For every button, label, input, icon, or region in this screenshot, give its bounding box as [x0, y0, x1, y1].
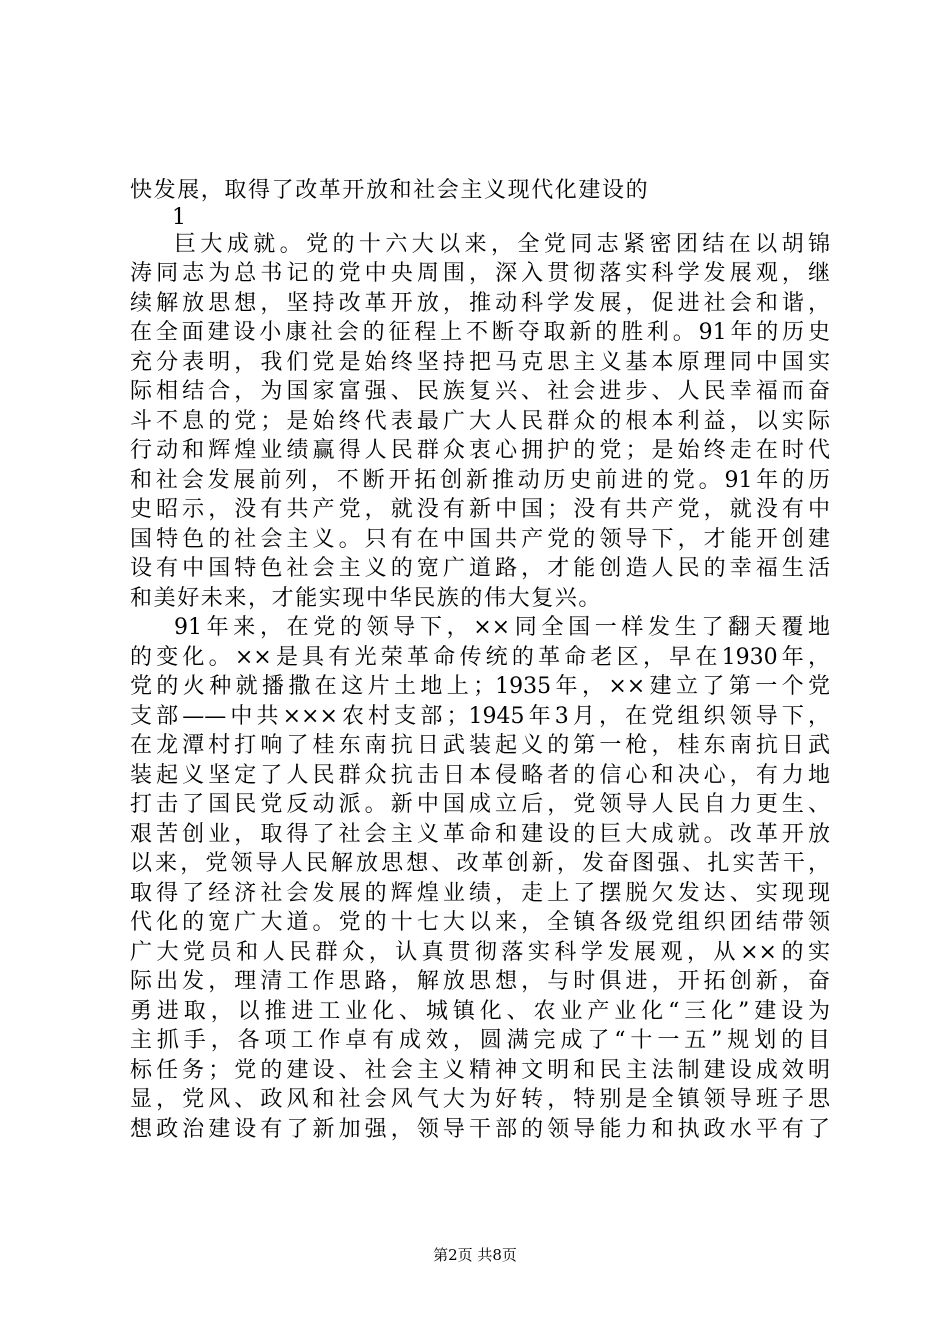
paragraph-line: 国特色的社会主义。只有在中国共产党的领导下，才能开创建	[130, 526, 830, 552]
paragraph-line: 勇进取，以推进工业化、城镇化、农业产业化“三化”建设为	[130, 998, 830, 1024]
page-footer	[0, 1244, 950, 1265]
paragraph-line: 装起义坚定了人民群众抗击日本侵略者的信心和决心，有力地	[130, 762, 830, 788]
paragraph-line: 党的火种就播撒在这片土地上；1935年，××建立了第一个党	[130, 674, 830, 699]
paragraph-line: 打击了国民党反动派。新中国成立后，党领导人民自力更生、	[130, 792, 830, 817]
paragraph-line: 标任务；党的建设、社会主义精神文明和民主法制建设成效明	[130, 1057, 830, 1083]
paragraph-line: 以来，党领导人民解放思想、改革创新，发奋图强、扎实苦干，	[130, 851, 830, 876]
paragraph-line: 想政治建设有了新加强，领导干部的领导能力和执政水平有了	[130, 1116, 830, 1142]
paragraph-line: 显，党风、政风和社会风气大为好转，特别是全镇领导班子思	[130, 1087, 830, 1112]
paragraph-line: 续解放思想，坚持改革开放，推动科学发展，促进社会和谐，	[130, 290, 830, 316]
paragraph-2	[130, 613, 830, 1144]
paragraph-line: 的变化。××是具有光荣革命传统的革命老区，早在1930年，	[130, 644, 830, 670]
footnote-marker: 1	[172, 204, 186, 230]
paragraph-line: 和社会发展前列，不断开拓创新推动历史前进的党。91年的历	[130, 467, 830, 493]
lead-line: 快发展，取得了改革开放和社会主义现代化建设的	[130, 178, 650, 203]
paragraph-line: 和美好未来，才能实现中华民族的伟大复兴。	[130, 585, 603, 611]
paragraph-line: 际出发，理清工作思路，解放思想，与时俱进，开拓创新，奋	[130, 969, 830, 994]
paragraph-line: 91年来，在党的领导下，××同全国一样发生了翻天覆地	[174, 615, 830, 640]
paragraph-line: 支部——中共×××农村支部；1945年3月，在党组织领导下，	[130, 703, 830, 729]
paragraph-line: 在全面建设小康社会的征程上不断夺取新的胜利。91年的历史	[130, 320, 830, 345]
paragraph-line: 巨大成就。党的十六大以来，全党同志紧密团结在以胡锦	[174, 231, 830, 257]
document-body	[130, 176, 830, 1144]
paragraph-line: 主抓手，各项工作卓有成效，圆满完成了“十一五”规划的目	[130, 1028, 830, 1053]
paragraph-line: 取得了经济社会发展的辉煌业绩，走上了摆脱欠发达、实现现	[130, 880, 830, 906]
paragraph-1	[130, 230, 830, 614]
paragraph-line: 设有中国特色社会主义的宽广道路，才能创造人民的幸福生活	[130, 556, 830, 581]
paragraph-line: 斗不息的党；是始终代表最广大人民群众的根本利益，以实际	[130, 408, 830, 434]
paragraph-line: 行动和辉煌业绩赢得人民群众衷心拥护的党；是始终走在时代	[130, 438, 830, 463]
paragraph-line: 充分表明，我们党是始终坚持把马克思主义基本原理同中国实	[130, 349, 830, 375]
page-indicator: 第2页 共8页	[433, 1246, 517, 1264]
paragraph-line: 代化的宽广大道。党的十七大以来，全镇各级党组织团结带领	[130, 910, 830, 935]
paragraph-line: 史昭示，没有共产党，就没有新中国；没有共产党，就没有中	[130, 497, 830, 522]
paragraph-line: 际相结合，为国家富强、民族复兴、社会进步、人民幸福而奋	[130, 379, 830, 404]
paragraph-line: 艰苦创业，取得了社会主义革命和建设的巨大成就。改革开放	[130, 821, 830, 847]
paragraph-line: 广大党员和人民群众，认真贯彻落实科学发展观，从××的实	[130, 939, 830, 965]
paragraph-line: 涛同志为总书记的党中央周围，深入贯彻落实科学发展观，继	[130, 261, 830, 286]
paragraph-line: 在龙潭村打响了桂东南抗日武装起义的第一枪，桂东南抗日武	[130, 733, 830, 758]
